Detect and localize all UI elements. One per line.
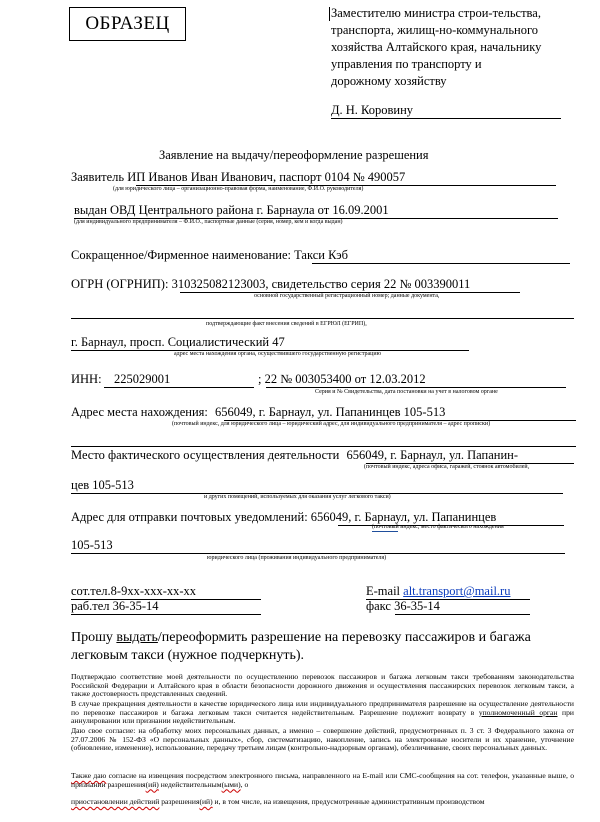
short-name-label: Сокращенное/Фирменное наименование: [71, 248, 291, 262]
activity-value-cont: цев 105-513 [71, 478, 134, 492]
request-rest: /переоформить разрешение на перевозку пассажиров и багажа [157, 630, 531, 645]
fine-print-consent-1 [71, 673, 574, 699]
fine-print-p4a: Также [71, 771, 92, 780]
activity-label: Место фактического осуществления деятельности [71, 448, 340, 462]
fine-print-p4d: (ий) [145, 779, 159, 789]
activity-value: 656049, г. Барнаул, ул. Папанин- [346, 448, 519, 462]
fax-label: факс [366, 599, 391, 613]
addressee-line-1: Заместителю министра строи-тельства, [331, 6, 541, 20]
ogrn-label: ОГРН (ОГРНИП): [71, 277, 169, 291]
fine-print-p2a: В случае прекращения деятельности в качестве юридического лица или индивидуального предпринимателя разрешение на осуществление деятельности по перевозке пассажиров и багажа легковым такси считается недействительным. Разрешение подлежит возврату в [71, 699, 574, 717]
addressee-line-5: дорожному хозяйству [331, 74, 447, 88]
inn-certificate: ; 22 № 003053400 от 12.03.2012 [258, 372, 426, 386]
addressee-line-2: транспорта, жилищ-но-коммунального [331, 23, 539, 37]
email-link[interactable]: alt.transport@mail.ru [403, 584, 511, 598]
work-phone-label: раб.тел [71, 599, 110, 613]
postal-value: 656049, г. Барнаул, ул. Папанинцев [310, 510, 497, 524]
applicant-label-text: Заявитель [71, 170, 125, 184]
activity-row [71, 448, 518, 463]
fine-print-suspension [71, 798, 574, 807]
request-prefix: Прошу [71, 630, 117, 645]
postal-row [71, 510, 496, 525]
short-name-value: Такси Кэб [294, 248, 349, 262]
location-row [71, 405, 445, 420]
email-row [366, 584, 510, 599]
fine-print-p3: Даю свое согласие: на обработку моих персональных данных, а именно – совершение действий, предусмотренных п. 3 ст. 3 Федерального закона от 27.07.2006 № 152-ФЗ «О персональных данных», сбор, систематизацию, накопление, запись на электронные носители и их хранение, уточнение (обновление, изменение), использование, передачу третьим лицам (контрольно-надзорным органам), обезличивание, своих персональных данных. [71, 726, 574, 753]
activity-hint-2: и других помещений, используемых для оказания услуг легкового такси) [204, 494, 391, 500]
fine-print-p2c: при аннулировании или признании недействительным. [71, 707, 574, 726]
inn-label: ИНН: [71, 372, 102, 386]
fine-print-p4b: даю [91, 771, 107, 780]
location-hint: (почтовый индекс, для юридического лица – юридический адрес, для индивидуального предпринимателя – адрес прописки) [172, 421, 491, 427]
addressee-line-4: управления по транспорту и [331, 57, 482, 71]
ogrn-value: 310325082123003, свидетельство серия 22 № 003390011 [171, 277, 471, 291]
work-phone-row [71, 599, 159, 614]
text-cursor [329, 7, 330, 21]
applicant-hint: (для юридического лица – организационно-правовая форма, наименование, Ф.И.О. руководителя) [113, 186, 364, 192]
request-line-1 [71, 630, 531, 646]
applicant-label [71, 170, 405, 185]
work-phone-value: 36-35-14 [112, 599, 159, 613]
email-label: E-mail [366, 584, 401, 598]
fine-print-notification [71, 772, 574, 789]
fine-print-termination [71, 700, 574, 726]
location-value: 656049, г. Барнаул, ул. Папанинцев 105-513 [215, 405, 446, 419]
ogrn-row [71, 277, 470, 292]
fine-print-p5a: приостановлении действий [71, 797, 160, 806]
issued-value: выдан ОВД Центрального района г. Барнаула от 16.09.2001 [74, 203, 389, 217]
fine-print-p4g: , о [240, 779, 249, 789]
request-issue-option: выдать [116, 630, 158, 645]
ogrn-hint-2: подтверждающие факт внесения сведений в ЕГРЮЛ (ЕГРИП), [206, 321, 367, 327]
postal-hint-1: (почтовый индекс, место фактического нахождения [372, 524, 504, 530]
fine-print-p1: Подтверждаю соответствие моей деятельности по осуществлению перевозок пассажиров и багажа легковым такси требованиям законодательства Российской Федерации и Алтайского края в области безопасности дорожного движения и осуществления пассажирских перевозок легковым такси, а также достоверность представленных сведений. [71, 672, 574, 699]
fine-print-p4c: согласие на извещения посредством электронного письма, направленного на E-mail или СМС-сообщения на сот. телефон, указанные выше, о признании разрешения [71, 771, 574, 789]
addressee-name: Д. Н. Коровину [331, 103, 414, 117]
ogrn-hint-1: основной государственный регистрационный номер; данные документа, [254, 293, 440, 299]
inn-value: 225029001 [114, 372, 171, 386]
document-title: Заявление на выдачу/переоформление разрешения [159, 148, 429, 162]
fine-print-p4e: недействительным [158, 779, 222, 789]
short-name-row [71, 248, 348, 263]
fine-print-p5d: и, в том числе, на извещения, предусмотренные административным производством [212, 797, 485, 806]
applicant-value: ИП Иванов Иван Иванович, паспорт 0104 № 490057 [127, 170, 406, 184]
addressee-line-3: хозяйства Алтайского края, начальнику [331, 40, 542, 54]
fax-value: 36-35-14 [394, 599, 440, 613]
sample-stamp: ОБРАЗЕЦ [69, 7, 186, 41]
reg-address-value: г. Барнаул, просп. Социалистический 47 [71, 335, 285, 349]
postal-hint-2: юридического лица (проживания индивидуального предпринимателя) [207, 555, 387, 561]
postal-value-cont: 105-513 [71, 538, 113, 552]
postal-label: Адрес для отправки почтовых уведомлений: [71, 510, 308, 524]
mobile-phone: сот.тел.8-9хх-ххх-хх-хх [71, 584, 197, 598]
fine-print-personal-data [71, 727, 574, 753]
fax-row [366, 599, 440, 614]
activity-hint-1: (почтовый индекс, адреса офиса, гаражей, стоянок автомобилей, [364, 464, 530, 470]
location-label: Адрес места нахождения: [71, 405, 208, 419]
inn-hint: Серия и № Свидетельства, дата постановки на учет в налоговом органе [315, 389, 498, 395]
issued-hint: (для индивидуального предпринимателя – Ф.И.О., паспортные данные (серия, номер, кем и когда выдан) [74, 219, 343, 225]
reg-address-hint: адрес места нахождения органа, осуществившего государственную регистрацию [174, 351, 382, 357]
fine-print-p5b: разрешения [159, 797, 200, 806]
fine-print-p5c: (ий) [199, 797, 213, 806]
fine-print-p4f: (ыми) [221, 779, 241, 789]
request-line-2: легковым такси (нужное подчеркнуть). [71, 648, 305, 663]
fine-print-authority: уполномоченный орган [478, 707, 558, 717]
